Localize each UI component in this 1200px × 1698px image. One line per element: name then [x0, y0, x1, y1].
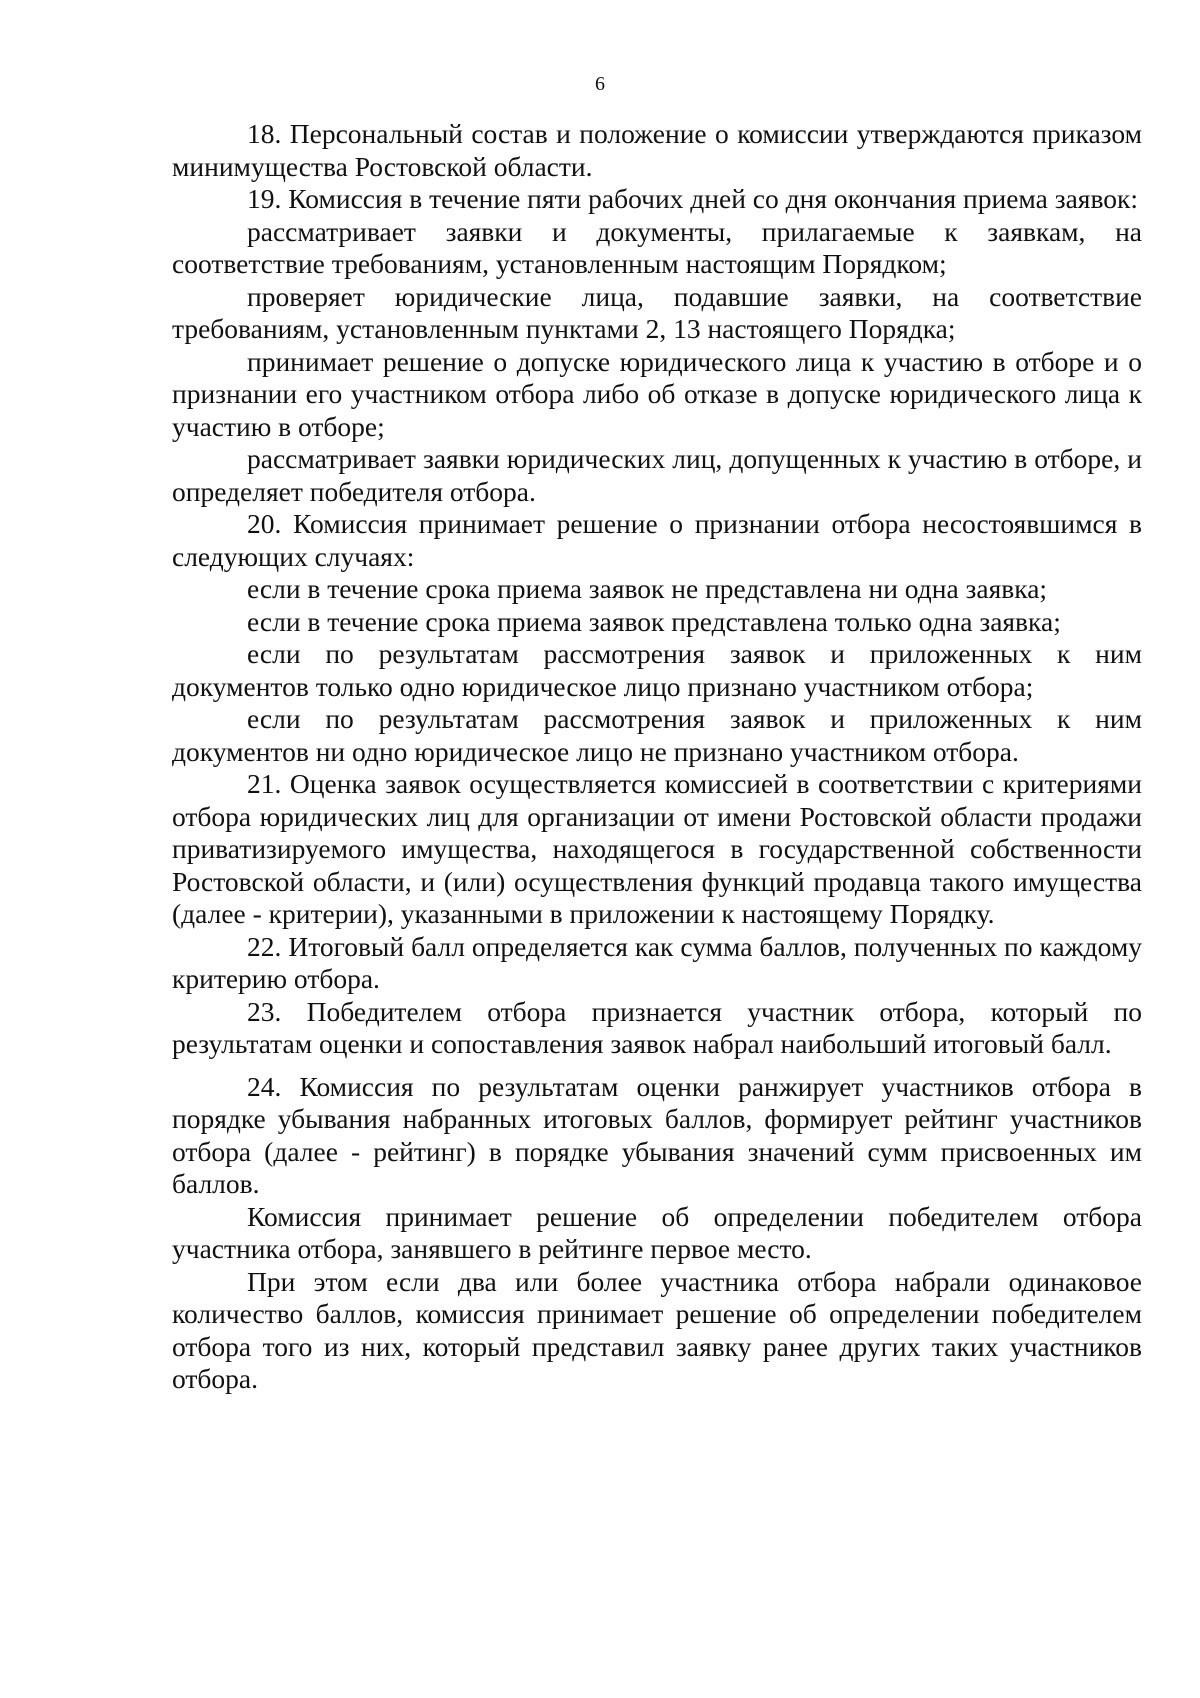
paragraph-19-item-4: рассматривает заявки юридических лиц, допущенных к участию в отборе, и определяет победителя отбора.	[172, 443, 1142, 507]
paragraph-19-item-1: рассматривает заявки и документы, прилагаемые к заявкам, на соответствие требованиям, установленным настоящим Порядком;	[172, 215, 1142, 279]
paragraph-19-item-3: принимает решение о допуске юридического лица к участию в отборе и о признании его участником отбора либо об отказе в допуске юридического лица к участию в отборе;	[172, 345, 1142, 442]
paragraph-22: 22. Итоговый балл определяется как сумма баллов, полученных по каждому критерию отбора.	[172, 930, 1142, 994]
paragraph-24-decision: Комиссия принимает решение об определении победителем отбора участника отбора, занявшего в рейтинге первое место.	[172, 1200, 1142, 1264]
paragraph-24: 24. Комиссия по результатам оценки ранжирует участников отбора в порядке убывания набранных итоговых баллов, формирует рейтинг участников отбора (далее - рейтинг) в порядке убывания значений сумм присвоенных им баллов.	[172, 1070, 1142, 1199]
page-number: 6	[595, 73, 605, 95]
paragraph-20-item-2: если в течение срока приема заявок представлена только одна заявка;	[247, 605, 1061, 637]
paragraph-20-item-4: если по результатам рассмотрения заявок и приложенных к ним документов ни одно юридическое лицо не признано участником отбора.	[172, 703, 1142, 767]
paragraph-24-tie-rule: При этом если два или более участника отбора набрали одинаковое количество баллов, комиссия принимает решение об определении победителем отбора того из них, который представил заявку ранее других таких участников отбора.	[172, 1265, 1142, 1394]
paragraph-23: 23. Победителем отбора признается участник отбора, который по результатам оценки и сопоставления заявок набрал наибольший итоговый балл.	[172, 995, 1142, 1059]
paragraph-21: 21. Оценка заявок осуществляется комиссией в соответствии с критериями отбора юридических лиц для организации от имени Ростовской области продажи приватизируемого имущества, находящегося в государственной собственности Ростовской области, и (или) осуществления функций продавца такого имущества (далее - критерии), указанными в приложении к настоящему Порядку.	[172, 768, 1142, 929]
paragraph-20: 20. Комиссия принимает решение о признании отбора несостоявшимся в следующих случаях:	[172, 508, 1142, 572]
paragraph-20-item-3: если по результатам рассмотрения заявок и приложенных к ним документов только одно юридическое лицо признано участником отбора;	[172, 638, 1142, 702]
paragraph-19-item-2: проверяет юридические лица, подавшие заявки, на соответствие требованиям, установленным пунктами 2, 13 настоящего Порядка;	[172, 280, 1142, 344]
paragraph-19: 19. Комиссия в течение пяти рабочих дней со дня окончания приема заявок:	[247, 183, 1138, 214]
paragraph-20-item-1: если в течение срока приема заявок не представлена ни одна заявка;	[247, 573, 1048, 604]
document-body	[172, 118, 1142, 1396]
paragraph-18: 18. Персональный состав и положение о комиссии утверждаются приказом минимущества Ростовской области.	[172, 118, 1142, 182]
